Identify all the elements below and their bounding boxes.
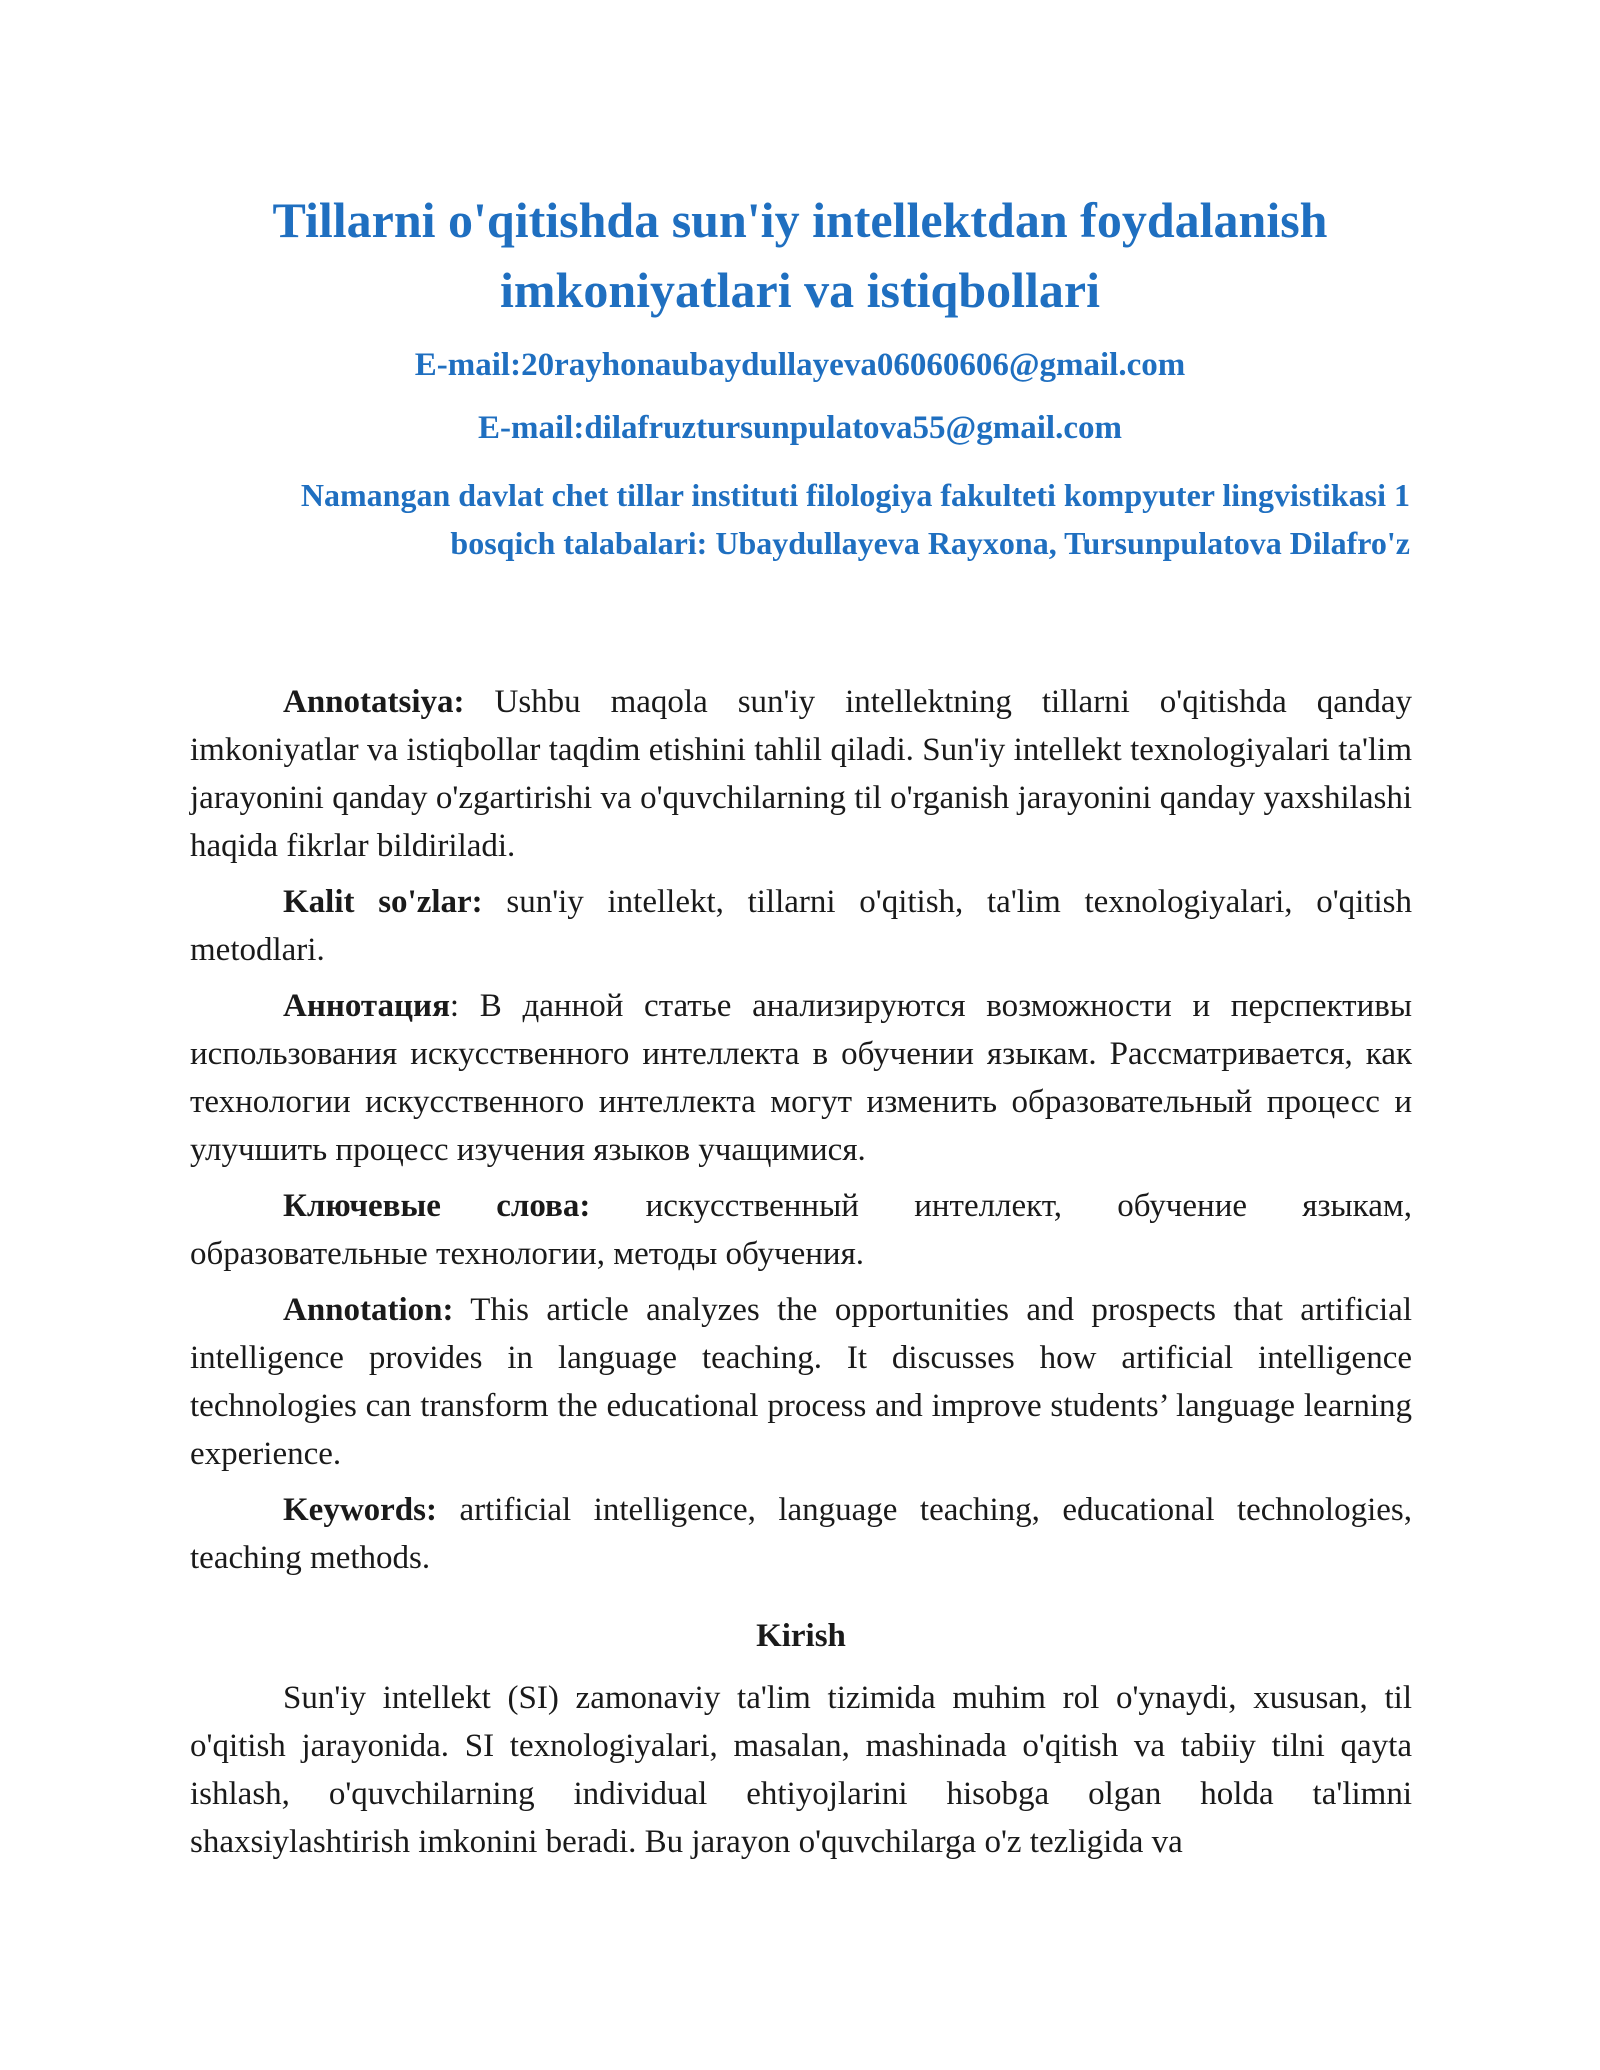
introduction-paragraph: Sun'iy intellekt (SI) zamonaviy ta'lim tizimida muhim rol o'ynaydi, xususan, til o'qitish jarayonida. SI texnologiyalari, masalan, mashinada o'qitish va tabiiy tilni qayta ishlash, o'quvchilarning individual ehtiyojlarini hisobga olgan holda ta'limni shaxsiylashtirish imkonini beradi. Bu jarayon o'quvchilarga o'z tezligida va: [190, 1680, 1412, 1860]
author-email-1: E-mail:20rayhonaubaydullayeva06060606@gmail.com: [414, 347, 1186, 383]
keywords-en-text: artificial intelligence, language teaching, educational technologies, teaching methods.: [190, 1492, 1412, 1576]
abstract-en-label: Annotation:: [283, 1292, 454, 1328]
abstract-en: [190, 1286, 1412, 1478]
abstract-uz: [190, 678, 1412, 870]
keywords-en-label: Keywords:: [283, 1492, 437, 1528]
keywords-uz: [190, 878, 1412, 974]
section-heading-introduction: Kirish: [756, 1618, 846, 1654]
abstract-ru: [190, 982, 1412, 1174]
abstract-en-text: This article analyzes the opportunities and prospects that artificial intelligence provides in language teaching. It discusses how artificial intelligence technologies can transform the educational process and improve students’ language learning experience.: [190, 1292, 1412, 1472]
keywords-uz-text: sun'iy intellekt, tillarni o'qitish, ta'lim texnologiyalari, o'qitish metodlari.: [190, 884, 1412, 968]
author-email-2: E-mail:dilafruztursunpulatova55@gmail.com: [478, 410, 1122, 446]
abstract-uz-text: Ushbu maqola sun'iy intellektning tillarni o'qitishda qanday imkoniyatlar va istiqbollar taqdim etishini tahlil qiladi. Sun'iy intellekt texnologiyalari ta'lim jarayonini qanday o'zgartirishi va o'quvchilarning til o'rganish jarayonini qanday yaxshilashi haqida fikrlar bildiriladi.: [190, 684, 1412, 864]
keywords-ru-text: искусственный интеллект, обучение языкам, образовательные технологии, методы обучения.: [190, 1188, 1412, 1272]
abstract-uz-label: Annotatsiya:: [283, 684, 465, 720]
author-affiliation: Namangan davlat chet tillar instituti filologiya fakulteti kompyuter lingvistikasi 1 bosqich talabalari: Ubaydullayeva Rayxona, Tursunpulatova Dilafro'z: [300, 477, 1410, 561]
keywords-ru-label: Ключевые слова:: [283, 1188, 591, 1224]
keywords-ru: [190, 1182, 1412, 1278]
keywords-en: [190, 1486, 1412, 1582]
paper-title: Tillarni o'qitishda sun'iy intellektdan foydalanish imkoniyatlari va istiqbollari: [272, 192, 1328, 318]
abstract-ru-text: : В данной статье анализируются возможности и перспективы использования искусственного интеллекта в обучении языкам. Рассматривается, как технологии искусственного интеллекта могут изменить образовательный процесс и улучшить процесс изучения языков учащимися.: [190, 988, 1412, 1168]
paper-body: [190, 678, 1412, 1874]
abstract-ru-label: Аннотация: [283, 988, 450, 1024]
keywords-uz-label: Kalit so'zlar:: [283, 884, 483, 920]
